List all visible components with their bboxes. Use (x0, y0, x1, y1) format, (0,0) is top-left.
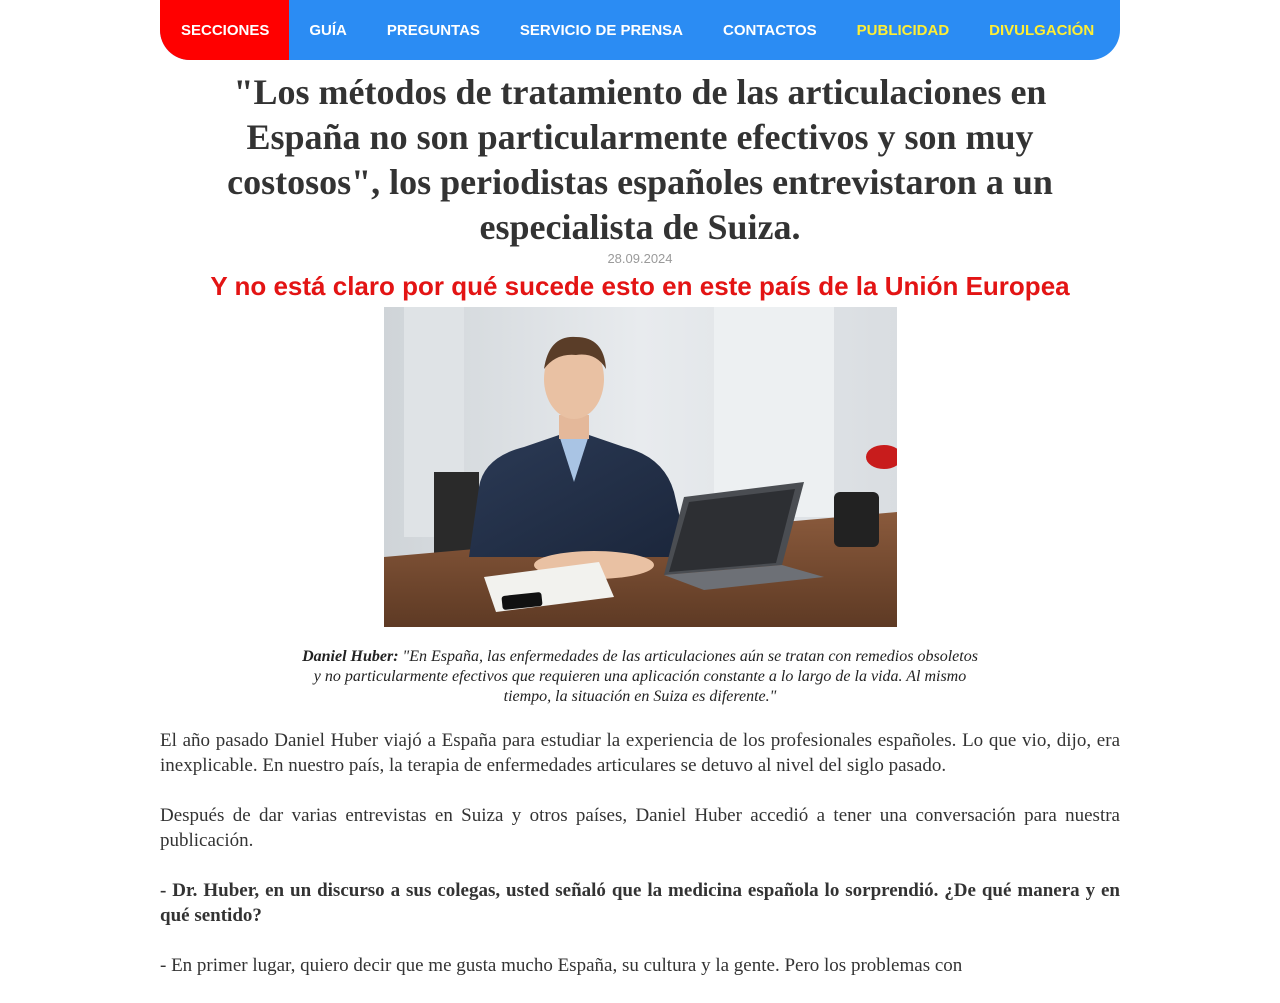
nav-item-preguntas[interactable]: PREGUNTAS (386, 21, 480, 39)
article-body (160, 728, 1120, 1003)
article-title: "Los métodos de tratamiento de las articulaciones en España no son particularmente efectivos y son muy costosos", los periodistas españoles entrevistaron a un especialista de Suiza. (227, 72, 1053, 247)
caption-quote: "En España, las enfermedades de las articulaciones aún se tratan con remedios obsoletos y no particularmente efectivos que requieren una aplicación constante a lo largo de la vida. Al mismo tiempo, la situación en Suiza es diferente." (313, 648, 978, 705)
interview-answer: - En primer lugar, quiero decir que me gusta mucho España, su cultura y la gente. Pero los problemas con (160, 955, 963, 976)
nav-item-secciones[interactable]: SECCIONES (160, 0, 289, 60)
article-paragraph: El año pasado Daniel Huber viajó a España para estudiar la experiencia de los profesionales españoles. Lo que vio, dijo, era inexplicable. En nuestro país, la terapia de enfermedades articulares se detuvo al nivel del siglo pasado. (160, 730, 1120, 776)
nav-item-divulgacion[interactable]: DIVULGACIÓN (989, 21, 1095, 39)
article-paragraph: Después de dar varias entrevistas en Suiza y otros países, Daniel Huber accedió a tener una conversación para nuestra publicación. (160, 805, 1120, 851)
nav-item-contactos[interactable]: CONTACTOS (723, 21, 817, 39)
photo-caption (300, 647, 980, 707)
nav-item-publicidad[interactable]: PUBLICIDAD (856, 21, 950, 39)
nav-item-servicio-de-prensa[interactable]: SERVICIO DE PRENSA (519, 21, 684, 39)
article-subtitle: Y no está claro por qué sucede esto en este país de la Unión Europea (210, 271, 1070, 301)
article-date: 28.09.2024 (607, 251, 673, 266)
nav-item-guia[interactable]: GUÍA (309, 21, 347, 39)
caption-name: Daniel Huber: (302, 648, 399, 665)
interview-question: - Dr. Huber, en un discurso a sus colegas, usted señaló que la medicina española lo sorprendió. ¿De qué manera y en qué sentido? (160, 880, 1120, 926)
doctor-photo (384, 307, 897, 627)
top-navigation (160, 0, 1120, 60)
